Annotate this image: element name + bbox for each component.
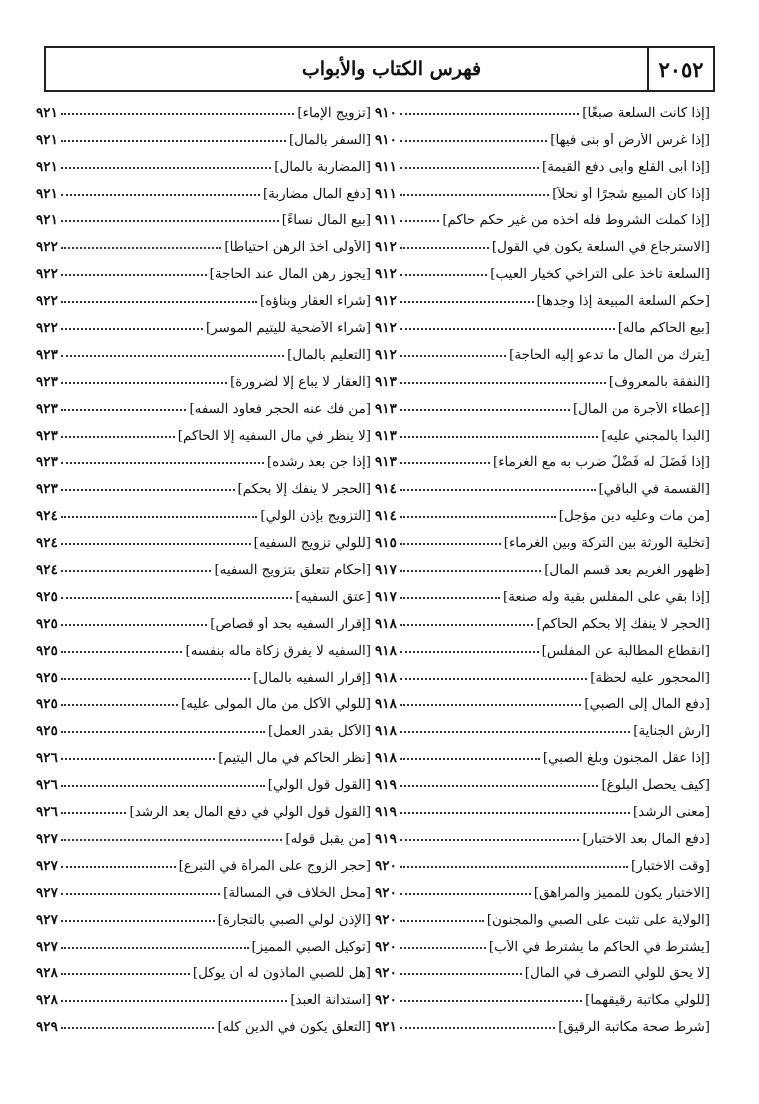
entry-title: [المحجور عليه لحظة] [590, 670, 710, 686]
dot-leader [61, 704, 178, 706]
index-entry [36, 605, 371, 632]
entry-page-number: ٩١٨ [375, 696, 397, 713]
entry-page-number: ٩١٤ [375, 481, 397, 498]
entry-page-number: ٩٢١ [36, 212, 58, 229]
entry-page-number: ٩٢٥ [36, 588, 58, 605]
dot-leader [400, 489, 596, 491]
entry-title: [كيف يحصل البلوغ] [601, 778, 710, 794]
entry-page-number: ٩٢٠ [375, 938, 397, 955]
entry-page-number: ٩١٢ [375, 239, 397, 256]
entry-page-number: ٩١٨ [375, 750, 397, 767]
index-entry [36, 1008, 371, 1035]
index-entry [36, 766, 371, 793]
index-entry [36, 847, 371, 874]
entry-title: [الحجر لا ينفك إلا بحكم] [237, 482, 371, 498]
index-entry [36, 820, 371, 847]
dot-leader [400, 758, 540, 760]
dot-leader [61, 140, 286, 142]
entry-page-number: ٩١٩ [375, 804, 397, 821]
index-entry [375, 121, 710, 148]
entry-title: [تزويج الإماء] [297, 105, 371, 121]
index-entry [36, 793, 371, 820]
dot-leader [400, 947, 486, 949]
dot-leader [61, 651, 183, 653]
entry-page-number: ٩٢٧ [36, 857, 58, 874]
entry-title: [من يقبل قوله] [285, 831, 371, 847]
dot-leader [61, 328, 203, 330]
entry-title: [إذا كانت السلعة صبغًا] [582, 105, 710, 121]
dot-leader [61, 812, 127, 814]
entry-page-number: ٩٢٠ [375, 884, 397, 901]
index-entry [36, 94, 371, 121]
index-entry [375, 820, 710, 847]
entry-title: [عتق السفيه] [295, 589, 371, 605]
dot-leader [400, 167, 539, 169]
entry-page-number: ٩٢١ [36, 104, 58, 121]
entry-title: [بيع المال نساءً] [281, 213, 371, 229]
dot-leader [400, 866, 628, 868]
dot-leader [61, 1000, 287, 1002]
entry-page-number: ٩٢٧ [36, 884, 58, 901]
index-column-left [36, 94, 371, 1035]
entry-title: [للولي مكاتبة رقيقهما] [585, 993, 710, 1009]
entry-title: [إذا كان المبيع شجرًا أو نحلاً] [552, 186, 710, 202]
dot-leader [61, 382, 227, 384]
entry-page-number: ٩١٩ [375, 777, 397, 794]
entry-title: [إقرار السفيه بحد أو قصاص] [210, 616, 371, 632]
dot-leader [400, 355, 506, 357]
entry-page-number: ٩٢٦ [36, 750, 58, 767]
dot-leader [61, 839, 283, 841]
entry-page-number: ٩٢٠ [375, 965, 397, 982]
entry-title: [استدانة العبد] [290, 993, 371, 1009]
entry-title: [الإذن لولي الصبي بالتجارة] [217, 912, 371, 928]
entry-page-number: ٩٢٥ [36, 615, 58, 632]
entry-title: [شراء العقار وبناؤه] [260, 294, 371, 310]
index-entry [375, 739, 710, 766]
index-entry [36, 928, 371, 955]
index-entry [375, 1008, 710, 1035]
entry-page-number: ٩١٩ [375, 830, 397, 847]
entry-title: [إذا أبى القلع وأبى دفع القيمة] [542, 159, 710, 175]
index-entry [36, 309, 371, 336]
index-entry [36, 390, 371, 417]
dot-leader [400, 220, 439, 222]
dot-leader [400, 570, 541, 572]
entry-title: [أرش الجناية] [633, 724, 710, 740]
entry-title: [إذا غرس الأرض أو بنى فيها] [550, 132, 710, 148]
entry-title: [الولاية على تثبت على الصبي والمجنون] [486, 912, 710, 928]
index-entry [36, 739, 371, 766]
entry-page-number: ٩٢٨ [36, 965, 58, 982]
entry-page-number: ٩١٢ [375, 346, 397, 363]
entry-title: [إعطاء الأجرة من المال] [572, 401, 710, 417]
entry-page-number: ٩١٢ [375, 266, 397, 283]
dot-leader [400, 140, 547, 142]
index-entry [375, 336, 710, 363]
entry-page-number: ٩١٧ [375, 588, 397, 605]
entry-page-number: ٩١٣ [375, 373, 397, 390]
entry-page-number: ٩١١ [375, 212, 397, 229]
entry-page-number: ٩١٢ [375, 320, 397, 337]
index-entry [375, 901, 710, 928]
entry-page-number: ٩٢٥ [36, 642, 58, 659]
dot-leader [400, 893, 531, 895]
index-entry [36, 578, 371, 605]
dot-leader [61, 462, 264, 464]
entry-page-number: ٩٢٢ [36, 320, 58, 337]
index-entry [36, 444, 371, 471]
dot-leader [400, 651, 539, 653]
entry-title: [معنى الرشد] [633, 805, 710, 821]
entry-page-number: ٩١٠ [375, 104, 397, 121]
entry-page-number: ٩٢١ [36, 185, 58, 202]
dot-leader [61, 543, 251, 545]
index-entry [375, 390, 710, 417]
entry-title: [للولي الأكل من مال المولى عليه] [181, 697, 371, 713]
dot-leader [400, 597, 500, 599]
entry-title: [الأكل بقدر العمل] [268, 724, 371, 740]
entry-page-number: ٩١٤ [375, 508, 397, 525]
entry-page-number: ٩٢٥ [36, 696, 58, 713]
entry-title: [وقت الاختبار] [631, 858, 710, 874]
dot-leader [61, 678, 250, 680]
entry-title: [الاسترجاع في السلعة يكون في القول] [491, 240, 710, 256]
entry-page-number: ٩٢٥ [36, 723, 58, 740]
index-entry [375, 874, 710, 901]
dot-leader [400, 274, 487, 276]
entry-title: [السفيه لا يفرق زكاة ماله بنفسه] [185, 643, 371, 659]
dot-leader [400, 462, 490, 464]
entry-title: [من فك عنه الحجر فعاود السفه] [189, 401, 371, 417]
dot-leader [400, 731, 630, 733]
entry-page-number: ٩١٣ [375, 454, 397, 471]
dot-leader [61, 113, 295, 115]
dot-leader [61, 785, 265, 787]
entry-title: [المضاربة بالمال] [274, 159, 371, 175]
index-entry [36, 524, 371, 551]
entry-page-number: ٩١٣ [375, 427, 397, 444]
entry-title: [النفقة بالمعروف] [608, 374, 710, 390]
dot-leader [400, 624, 534, 626]
dot-leader [400, 678, 587, 680]
dot-leader [400, 839, 580, 841]
entry-page-number: ٩١٠ [375, 131, 397, 148]
dot-leader [400, 973, 522, 975]
dot-leader [61, 167, 271, 169]
index-entry [375, 605, 710, 632]
entry-title: [يشترط في الحاكم ما يشترط في الأب] [488, 939, 710, 955]
entry-page-number: ٩٢٠ [375, 857, 397, 874]
index-entry [375, 632, 710, 659]
index-entry [36, 497, 371, 524]
dot-leader [61, 516, 258, 518]
index-entry [375, 228, 710, 255]
dot-leader [400, 812, 630, 814]
index-entry [36, 659, 371, 686]
entry-page-number: ٩٢٣ [36, 400, 58, 417]
index-entry [36, 686, 371, 713]
entry-title: [أحكام تتعلق بتزويج السفيه] [214, 563, 371, 579]
entry-page-number: ٩٢٧ [36, 911, 58, 928]
entry-title: [يترك من المال ما تدعو إليه الحاجة] [509, 347, 710, 363]
index-entry [36, 336, 371, 363]
index-entry [375, 847, 710, 874]
dot-leader [61, 866, 176, 868]
entry-title: [شرط صحة مكاتبة الرقيق] [558, 1020, 710, 1036]
entry-title: [التعلق يكون في الدين كله] [217, 1020, 371, 1036]
entry-page-number: ٩٢٠ [375, 992, 397, 1009]
entry-page-number: ٩١١ [375, 185, 397, 202]
index-entry [375, 524, 710, 551]
page-number: ٢٠٥٢ [647, 48, 713, 90]
dot-leader [61, 274, 207, 276]
index-entry [375, 282, 710, 309]
index-entry [375, 578, 710, 605]
dot-leader [400, 328, 615, 330]
index-entry [36, 417, 371, 444]
entry-title: [البدأ بالمجني عليه] [601, 428, 710, 444]
entry-page-number: ٩١٨ [375, 669, 397, 686]
dot-leader [400, 785, 599, 787]
dot-leader [61, 893, 220, 895]
dot-leader [61, 731, 265, 733]
entry-title: [إذا فَضَلَ له فَضْلٌ ضرب به مع الغرماء] [493, 455, 710, 471]
entry-page-number: ٩١٢ [375, 293, 397, 310]
entry-title: [إذا عقل المجنون وبلغ الصبي] [542, 751, 710, 767]
entry-page-number: ٩١٨ [375, 642, 397, 659]
dot-leader [61, 758, 215, 760]
entry-page-number: ٩١٣ [375, 400, 397, 417]
index-entry [375, 444, 710, 471]
dot-leader [61, 597, 292, 599]
entry-page-number: ٩٢٧ [36, 830, 58, 847]
index-entry [36, 874, 371, 901]
entry-title: [يجوز رهن المال عند الحاجة] [209, 267, 371, 283]
dot-leader [61, 973, 190, 975]
entry-page-number: ٩٢٩ [36, 1019, 58, 1036]
entry-title: [نظر الحاكم في مال اليتيم] [218, 751, 371, 767]
dot-leader [400, 436, 598, 438]
dot-leader [61, 409, 187, 411]
index-entry [375, 309, 710, 336]
index-entry [375, 981, 710, 1008]
entry-title: [السفر بالمال] [288, 132, 371, 148]
entry-title: [التعليم بالمال] [287, 347, 371, 363]
index-column-right [375, 94, 710, 1035]
entry-title: [حكم السلعة المبيعة إذا وجدها] [536, 294, 710, 310]
index-entry [375, 928, 710, 955]
entry-page-number: ٩٢٠ [375, 911, 397, 928]
index-entry [36, 148, 371, 175]
entry-title: [ظهور الغريم بعد قسم المال] [544, 563, 710, 579]
entry-page-number: ٩٢١ [375, 1019, 397, 1036]
page-title: فهرس الكتاب والأبواب [301, 58, 482, 80]
entry-title: [بيع الحاكم ماله] [617, 321, 710, 337]
entry-title: [العقار لا يباع إلا لضرورة] [230, 374, 371, 390]
entry-title: [دفع المال مضاربة] [262, 186, 371, 202]
dot-leader [400, 704, 581, 706]
index-entry [375, 255, 710, 282]
dot-leader [400, 920, 484, 922]
entry-title: [دفع المال بعد الاختبار] [582, 831, 710, 847]
entry-page-number: ٩١٧ [375, 562, 397, 579]
index-entry [36, 282, 371, 309]
index-entry [375, 793, 710, 820]
dot-leader [400, 301, 534, 303]
entry-page-number: ٩٢٢ [36, 293, 58, 310]
entry-title: [الحجر لا ينفك إلا بحكم الحاكم] [536, 616, 710, 632]
entry-page-number: ٩١١ [375, 158, 397, 175]
entry-title: [القول قول الولي في دفع المال بعد الرشد] [129, 805, 371, 821]
index-entry [36, 712, 371, 739]
entry-title: [تخلية الورثة بين التركة وبين الغرماء] [503, 536, 710, 552]
entry-title: [من مات وعليه دين مؤجل] [558, 509, 710, 525]
index-entry [36, 470, 371, 497]
entry-page-number: ٩٢١ [36, 131, 58, 148]
index-entry [375, 659, 710, 686]
index-entry [36, 363, 371, 390]
entry-page-number: ٩٢٢ [36, 239, 58, 256]
entry-page-number: ٩١٨ [375, 615, 397, 632]
entry-page-number: ٩٢٤ [36, 508, 58, 525]
entry-page-number: ٩١٥ [375, 535, 397, 552]
index-entry [36, 551, 371, 578]
entry-title: [انقطاع المطالبة عن المفلس] [541, 643, 710, 659]
dot-leader [61, 247, 221, 249]
entry-title: [لا ينظر في مال السفيه إلا الحاكم] [177, 428, 371, 444]
entry-title: [التزويج بإذن الولي] [260, 509, 371, 525]
entry-title: [شراء الأضحية لليتيم الموسر] [205, 321, 371, 337]
index-entry [375, 686, 710, 713]
entry-title: [الأولى أخذ الرهن احتياطًا] [224, 240, 371, 256]
dot-leader [400, 543, 501, 545]
index-entry [36, 255, 371, 282]
index-entry [375, 202, 710, 229]
index-entry [375, 766, 710, 793]
entry-title: [إذا بقي على المفلس بقية وله صنعة] [503, 589, 710, 605]
entry-title: [دفع المال إلى الصبي] [584, 697, 710, 713]
index-entry [375, 470, 710, 497]
entry-title: [هل للصبي المأذون له أن يوكل] [192, 966, 371, 982]
entry-title: [الاختبار يكون للمميز والمراهق] [533, 885, 710, 901]
dot-leader [61, 920, 215, 922]
index-entry [36, 981, 371, 1008]
page-header [44, 46, 715, 92]
index-entry [375, 551, 710, 578]
entry-page-number: ٩٢٣ [36, 346, 58, 363]
index-entry [375, 175, 710, 202]
entry-page-number: ٩٢٣ [36, 373, 58, 390]
entry-title: [إقرار السفيه بالمال] [253, 670, 371, 686]
entry-title: [السلعة تأخذ على التراخي كخيار العيب] [490, 267, 710, 283]
entry-page-number: ٩٢٤ [36, 535, 58, 552]
entry-title: [القسمة في الباقي] [598, 482, 710, 498]
dot-leader [61, 489, 235, 491]
index-entry [375, 497, 710, 524]
dot-leader [400, 113, 579, 115]
entry-title: [إذا كملت الشروط فله أخذه من غير حكم حاكم] [442, 213, 710, 229]
dot-leader [61, 947, 249, 949]
index-entry [36, 901, 371, 928]
index-entry [36, 228, 371, 255]
index-entry [36, 175, 371, 202]
entry-title: [حجر الزوج على المرأة في التبرع] [178, 858, 371, 874]
index-entry [36, 121, 371, 148]
index-entry [375, 363, 710, 390]
index-entry [36, 955, 371, 982]
entry-page-number: ٩٢٣ [36, 481, 58, 498]
entry-page-number: ٩٢٦ [36, 777, 58, 794]
entry-page-number: ٩٢٣ [36, 427, 58, 444]
index-entry [375, 148, 710, 175]
dot-leader [61, 570, 212, 572]
dot-leader [400, 382, 606, 384]
entry-title: [القول قول الولي] [267, 778, 371, 794]
dot-leader [400, 1027, 555, 1029]
entry-page-number: ٩٢٤ [36, 562, 58, 579]
dot-leader [400, 516, 556, 518]
dot-leader [61, 436, 175, 438]
entry-page-number: ٩٢٥ [36, 669, 58, 686]
entry-page-number: ٩٢٧ [36, 938, 58, 955]
index-entry [375, 417, 710, 444]
dot-leader [61, 220, 279, 222]
dot-leader [400, 409, 570, 411]
entry-page-number: ٩٢٦ [36, 804, 58, 821]
dot-leader [61, 194, 260, 196]
entry-page-number: ٩١٨ [375, 723, 397, 740]
entry-title: [للولي تزويج السفيه] [253, 536, 371, 552]
entry-title: [لا يحق للولي التصرف في المال] [524, 966, 710, 982]
entry-title: [توكيل الصبي المميز] [251, 939, 371, 955]
entry-title: [إذا جن بعد رشده] [266, 455, 371, 471]
dot-leader [400, 1000, 582, 1002]
entry-page-number: ٩٢٣ [36, 454, 58, 471]
entry-page-number: ٩٢٨ [36, 992, 58, 1009]
entry-page-number: ٩٢٢ [36, 266, 58, 283]
dot-leader [400, 247, 489, 249]
index-entry [375, 94, 710, 121]
entry-title: [محل الخلاف في المسألة] [223, 885, 371, 901]
index-entry [375, 955, 710, 982]
index-entry [36, 202, 371, 229]
dot-leader [61, 1027, 215, 1029]
entry-page-number: ٩٢١ [36, 158, 58, 175]
dot-leader [61, 301, 257, 303]
dot-leader [61, 355, 284, 357]
index-entry [375, 712, 710, 739]
dot-leader [400, 194, 549, 196]
index-entry [36, 632, 371, 659]
dot-leader [61, 624, 207, 626]
